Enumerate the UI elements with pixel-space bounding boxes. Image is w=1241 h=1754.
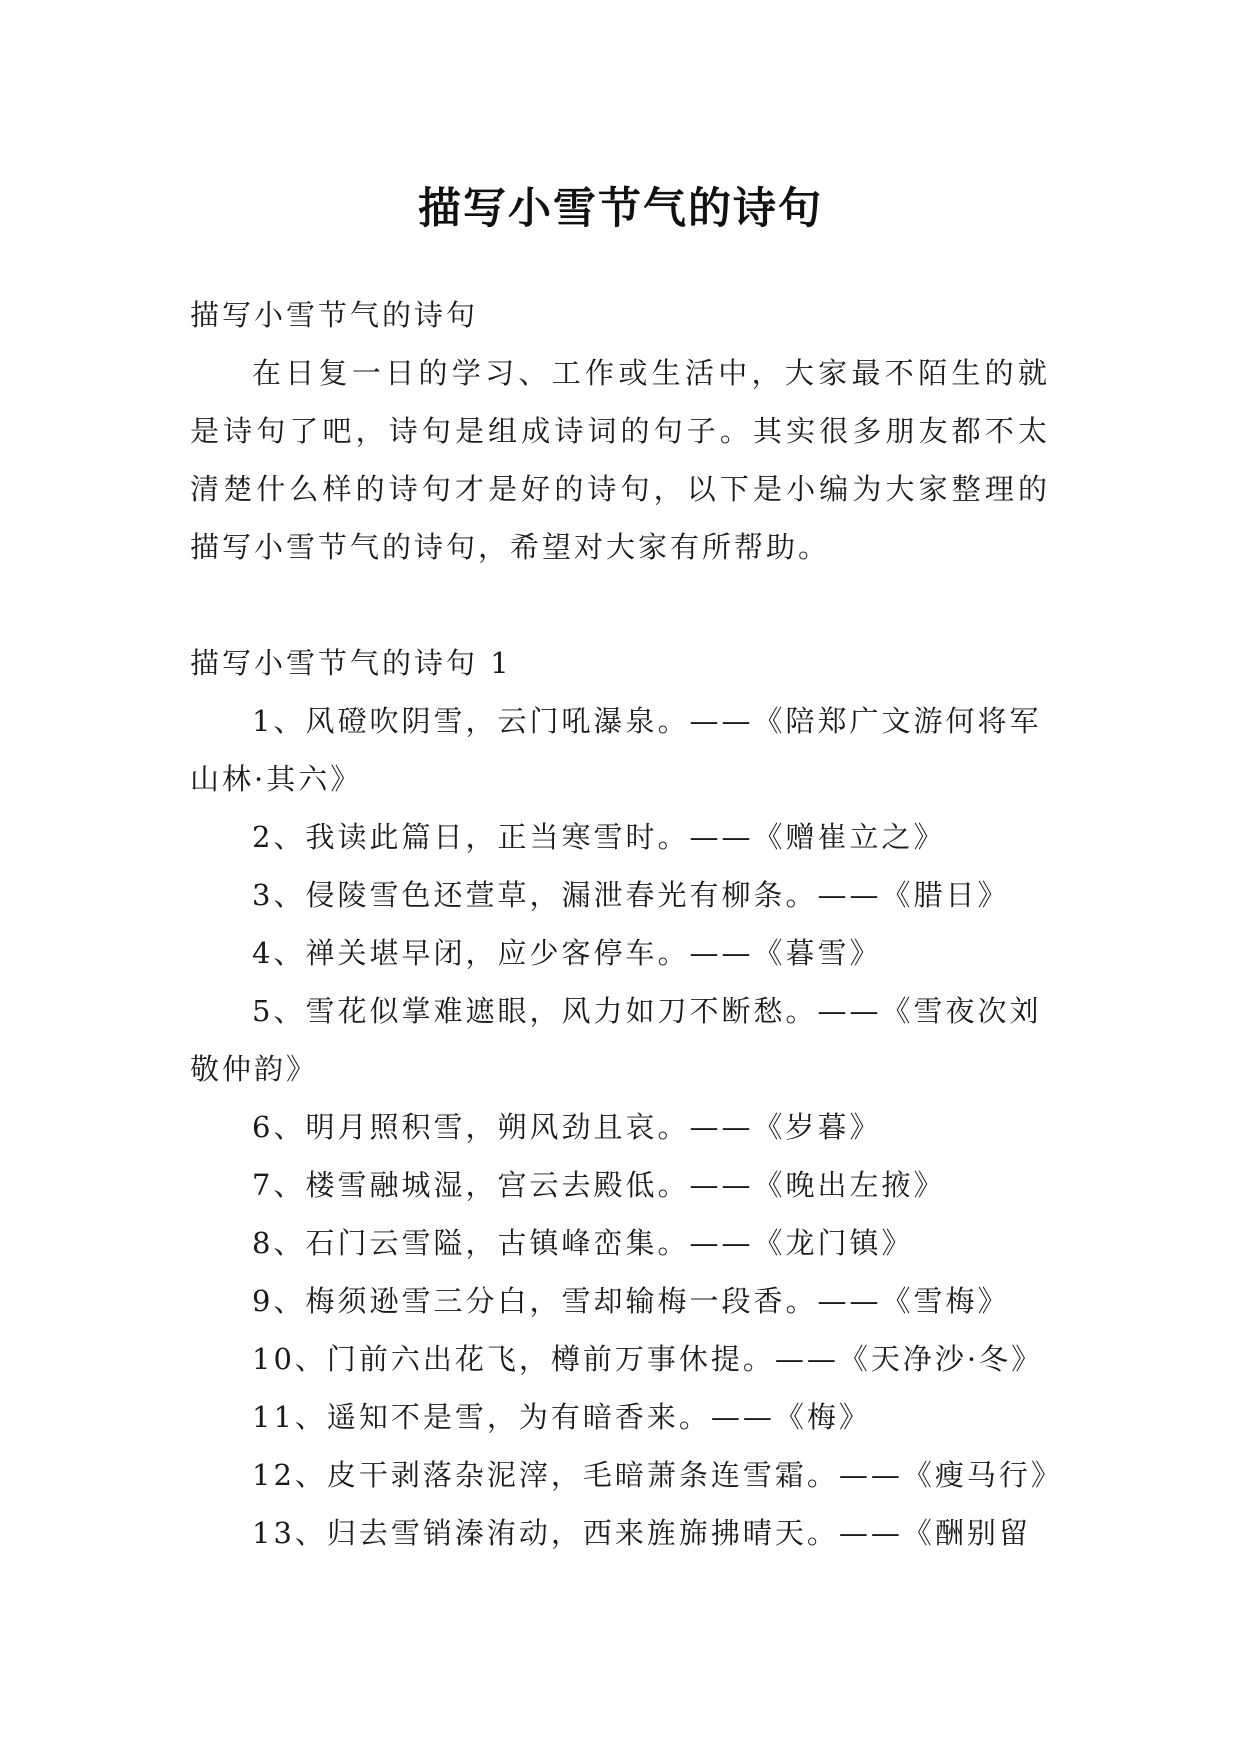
poem-line: 2、我读此篇日，正当寒雪时。——《赠崔立之》 (252, 820, 946, 854)
poem-line: 9、梅须逊雪三分白，雪却输梅一段香。——《雪梅》 (252, 1284, 1010, 1318)
poem-line: 8、石门云雪隘，古镇峰峦集。——《龙门镇》 (252, 1226, 914, 1260)
poem-line: 11、遥知不是雪，为有暗香来。——《梅》 (252, 1400, 871, 1434)
poem-line: 12、皮干剥落杂泥滓，毛暗萧条连雪霜。——《瘦马行》 (252, 1458, 1063, 1492)
poem-line: 4、禅关堪早闭，应少客停车。——《暮雪》 (252, 936, 882, 970)
poem-line: 7、楼雪融城湿，宫云去殿低。——《晚出左掖》 (252, 1168, 946, 1202)
document-subtitle: 描写小雪节气的诗句 (190, 298, 479, 332)
poem-line: 10、门前六出花飞，樽前万事休提。——《天净沙·冬》 (252, 1342, 1044, 1376)
poem-line: 1、风磴吹阴雪，云门吼瀑泉。——《陪郑广文游何将军山林·其六》 (190, 704, 1042, 796)
poem-list (190, 692, 1063, 1562)
paragraph-spacer (190, 576, 1050, 634)
section-heading: 描写小雪节气的诗句 1 (190, 646, 512, 680)
poem-line: 5、雪花似掌难遮眼，风力如刀不断愁。——《雪夜次刘敬仲韵》 (190, 994, 1042, 1086)
document-body (190, 286, 1063, 1562)
document-title: 描写小雪节气的诗句 (418, 183, 823, 234)
poem-line: 6、明月照积雪，朔风劲且哀。——《岁暮》 (252, 1110, 882, 1144)
intro-paragraph: 在日复一日的学习、工作或生活中，大家最不陌生的就是诗句了吧，诗句是组成诗词的句子。其实很多朋友都不太清楚什么样的诗句才是好的诗句，以下是小编为大家整理的描写小雪节气的诗句，希望对大家有所帮助。 (190, 356, 1050, 564)
poem-line: 3、侵陵雪色还萱草，漏泄春光有柳条。——《腊日》 (252, 878, 1010, 912)
poem-line: 13、归去雪销溱洧动，西来旌旆拂晴天。——《酬别留 (252, 1516, 1031, 1550)
